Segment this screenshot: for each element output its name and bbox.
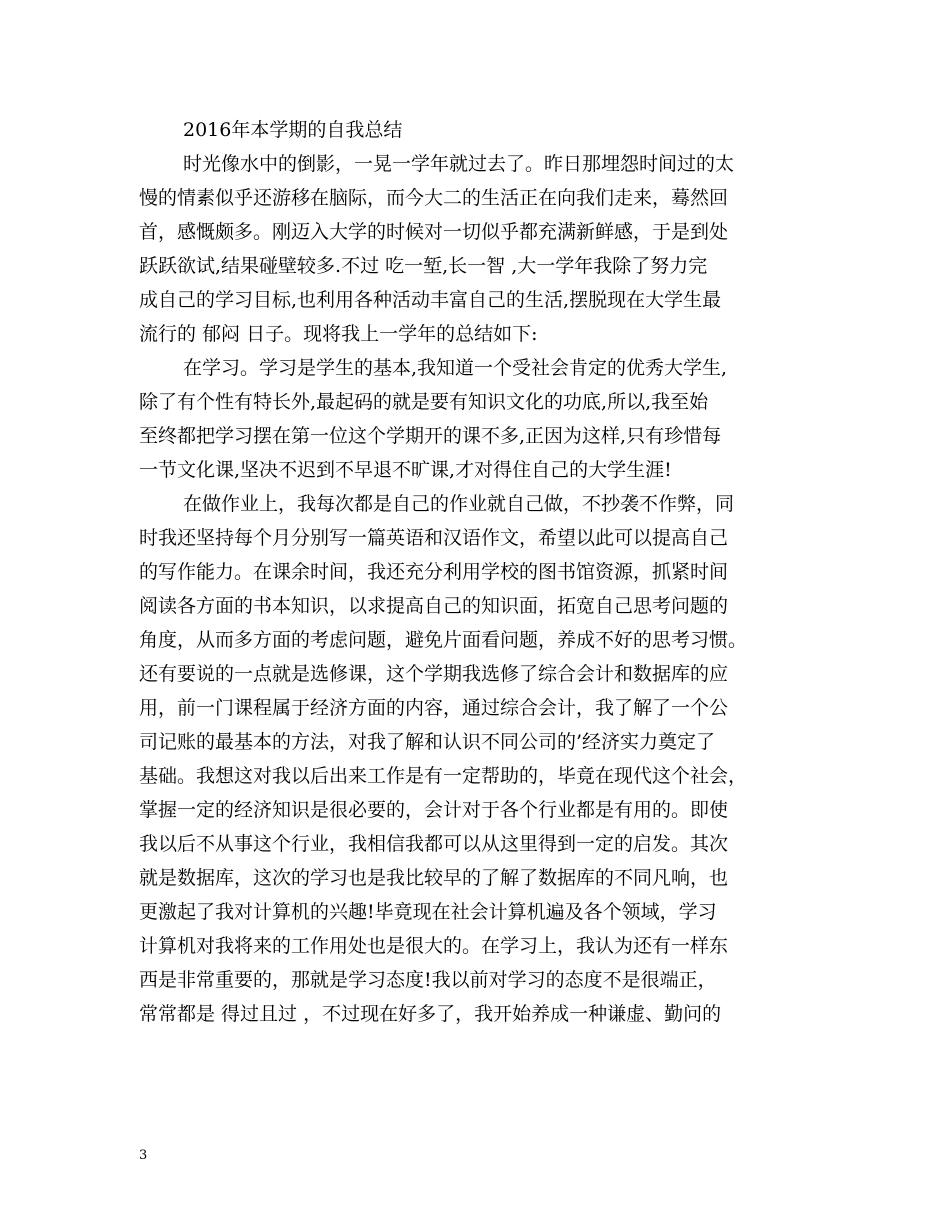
- text-line-5: 成自己的学习目标,也利用各种活动丰富自己的生活,摆脱现在大学生最: [139, 289, 722, 311]
- text-line-24: 计算机对我将来的工作用处也是很大的。在学习上，我认为还有一样东: [139, 935, 729, 957]
- text-line-20: 掌握一定的经济知识是很必要的，会计对于各个行业都是有用的。即使: [139, 799, 729, 821]
- text-line-14: 阅读各方面的书本知识，以求提高自己的知识面，拓宽自己思考问题的: [139, 595, 729, 617]
- text-line-25: 西是非常重要的，那就是学习态度!我以前对学习的态度不是很端正，: [139, 969, 717, 991]
- text-line-7: 在学习。学习是学生的基本,我知道一个受社会肯定的优秀大学生,: [183, 357, 728, 379]
- text-line-8: 除了有个性有特长外,最起码的就是要有知识文化的功底,所以,我至始: [139, 391, 709, 413]
- text-line-17: 用，前一门课程属于经济方面的内容，通过综合会计，我了解了一个公: [139, 697, 729, 719]
- text-line-23: 更激起了我对计算机的兴趣!毕竟现在社会计算机遍及各个领域，学习: [139, 901, 717, 923]
- text-line-26: 常常都是 得过且过 ，不过现在好多了，我开始养成一种谦虚、勤问的: [139, 1003, 722, 1025]
- text-line-4: 跃跃欲试,结果碰壁较多.不过 吃一堑,长一智 ,大一学年我除了努力完: [139, 255, 708, 277]
- page-number: 3: [139, 1148, 148, 1163]
- text-line-12: 时我还坚持每个月分别写一篇英语和汉语作文，希望以此可以提高自己: [139, 527, 729, 549]
- text-line-21: 我以后不从事这个行业，我相信我都可以从这里得到一定的启发。其次: [139, 833, 729, 855]
- text-line-11: 在做作业上，我每次都是自己的作业就自己做，不抄袭不作弊，同: [183, 493, 735, 515]
- text-line-1: 时光像水中的倒影，一晃一学年就过去了。昨日那埋怨时间过的太: [183, 153, 735, 175]
- text-line-22: 就是数据库，这次的学习也是我比较早的了解了数据库的不同凡响，也: [139, 867, 729, 889]
- text-line-3: 首，感慨颇多。刚迈入大学的时候对一切似乎都充满新鲜感，于是到处: [139, 221, 729, 243]
- text-line-9: 至终都把学习摆在第一位这个学期开的课不多,正因为这样,只有珍惜每: [139, 425, 722, 447]
- document-title: 2016年本学期的自我总结: [183, 119, 403, 141]
- text-line-13: 的写作能力。在课余时间，我还充分利用学校的图书馆资源，抓紧时间: [139, 561, 729, 583]
- text-line-2: 慢的情素似乎还游移在脑际，而今大二的生活正在向我们走来，蓦然回: [139, 187, 729, 209]
- text-line-19: 基础。我想这对我以后出来工作是有一定帮助的，毕竟在现代这个社会，: [139, 765, 748, 787]
- text-line-6: 流行的 郁闷 日子。现将我上一学年的总结如下:: [139, 323, 538, 345]
- text-line-16: 还有要说的一点就是选修课，这个学期我选修了综合会计和数据库的应: [139, 663, 729, 685]
- text-line-18: 司记账的最基本的方法，对我了解和认识不同公司的’经济实力奠定了: [139, 731, 716, 753]
- text-line-10: 一节文化课,坚决不迟到不早退不旷课,才对得住自己的大学生涯!: [139, 459, 672, 481]
- text-line-15: 角度，从而多方面的考虑问题，避免片面看问题，养成不好的思考习惯。: [139, 629, 748, 651]
